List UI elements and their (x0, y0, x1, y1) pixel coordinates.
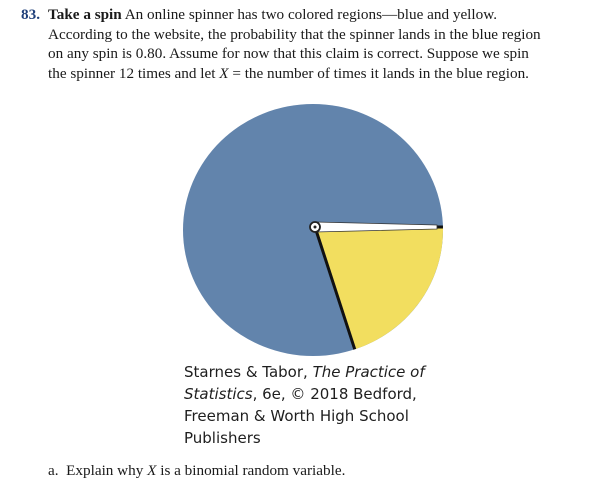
part-a-label: a. (48, 462, 59, 479)
problem-text-line-4 (21, 64, 581, 84)
problem-number: 83. (21, 6, 40, 23)
spinner-illustration (182, 104, 446, 358)
problem-text-line-1: An online spinner has two colored regions—blue and yellow. (124, 6, 497, 23)
problem-text-line-4-end: = the number of times it lands in the blue region. (228, 64, 529, 82)
problem-title: Take a spin (48, 6, 122, 23)
credit-authors: Starnes & Tabor, (184, 363, 313, 381)
part-a-question (48, 461, 345, 480)
problem-statement (21, 5, 581, 83)
credit-line-1 (184, 361, 434, 383)
problem-text-line-4-start: the spinner 12 times and let (48, 64, 220, 82)
credit-line-2 (184, 383, 434, 405)
spinner-figure (182, 104, 446, 363)
part-a-text-end: is a binomial random variable. (156, 462, 346, 479)
credit-line-4: Publishers (184, 429, 261, 447)
part-a-text-start: Explain why (66, 462, 148, 479)
image-credit (184, 361, 434, 449)
credit-book-title-part1: The Practice of (312, 363, 425, 381)
random-variable-x: X (219, 64, 229, 82)
credit-book-title-part2: Statistics (184, 385, 253, 403)
problem-line-1 (21, 5, 581, 25)
problem-text-line-2: According to the website, the probability that the spinner lands in the blue region (48, 25, 541, 43)
part-a-variable: X (147, 462, 157, 479)
credit-line-3: Freeman & Worth High School (184, 407, 409, 425)
problem-text-line-3: on any spin is 0.80. Assume for now that this claim is correct. Suppose we spin (48, 45, 529, 63)
credit-edition: , 6e, © 2018 Bedford, (252, 385, 417, 403)
spinner-pivot-center (314, 226, 317, 229)
